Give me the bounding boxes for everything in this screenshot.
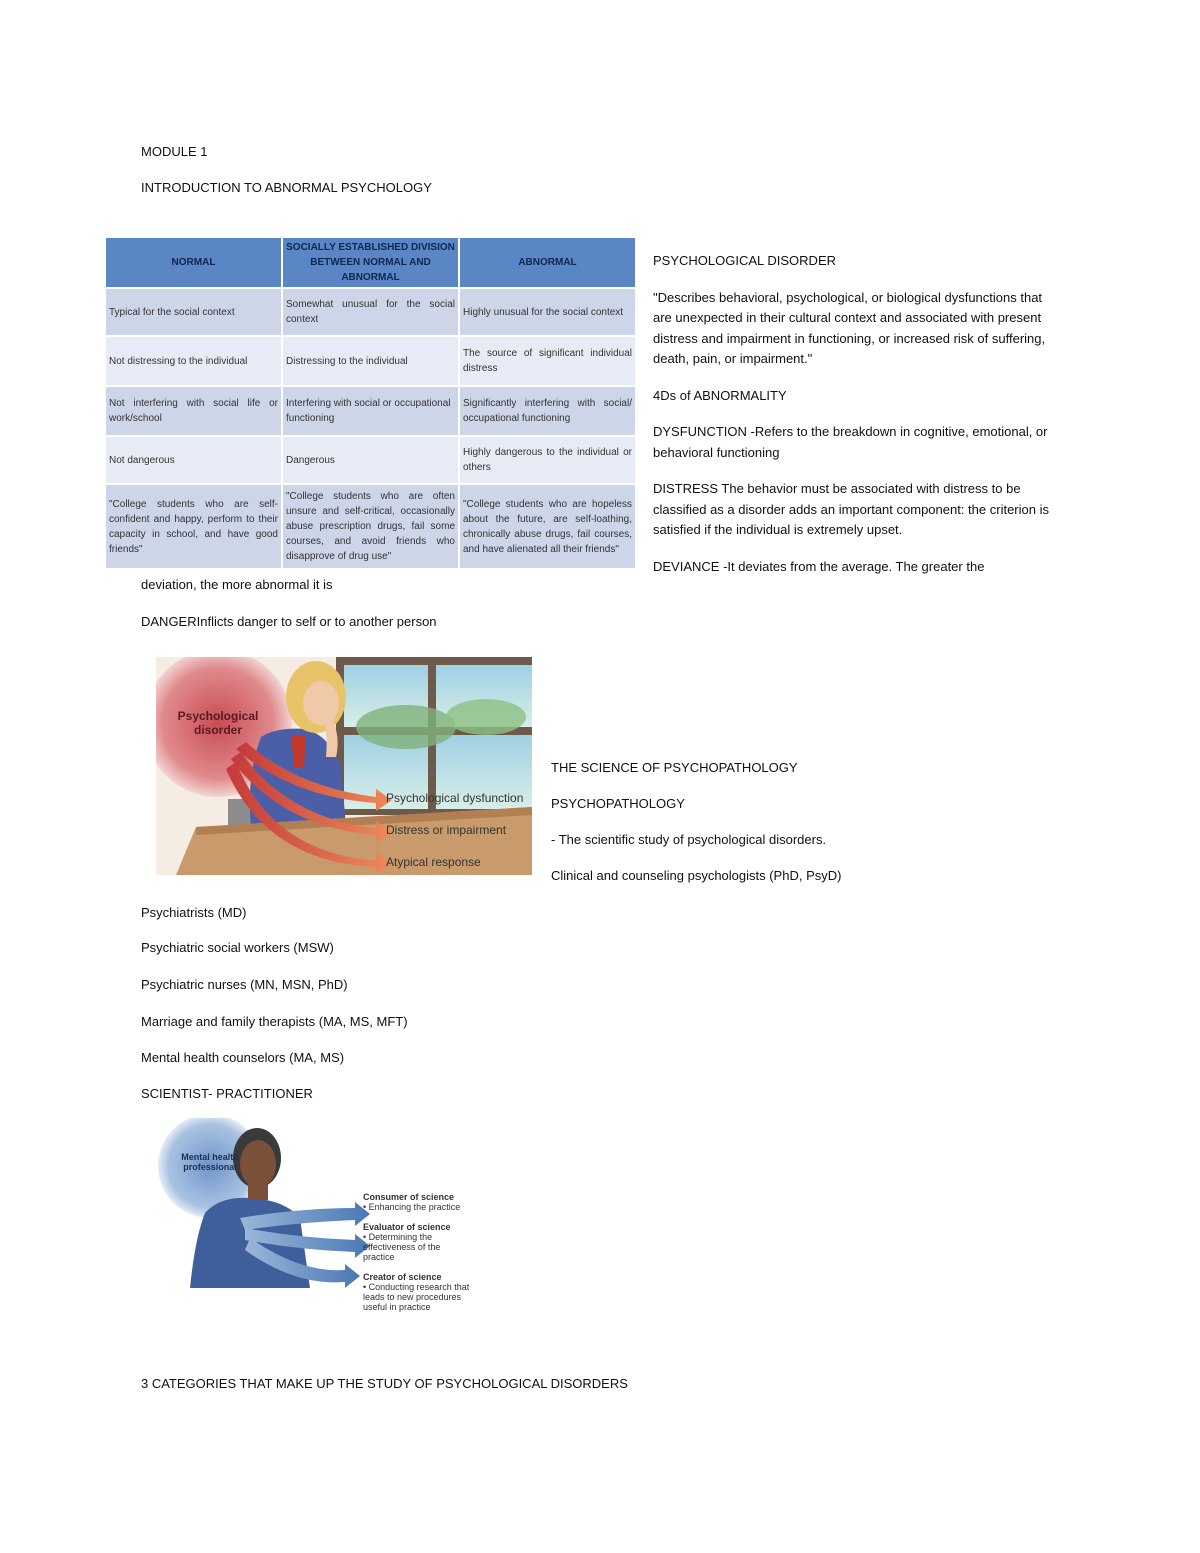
table-cell: Not distressing to the individual <box>106 336 282 386</box>
arrow-label: Atypical response <box>386 855 481 869</box>
table-cell: "College students who are often unsure and self-critical, occasionally abuse prescription drugs, fail some courses, and avoid friends who disapprove of drug use" <box>282 484 459 568</box>
section-heading: PSYCHOLOGICAL DISORDER <box>653 253 837 268</box>
scientist-practitioner-heading: SCIENTIST- PRACTITIONER <box>141 1086 313 1101</box>
role-detail: • Enhancing the practice <box>363 1202 461 1212</box>
term: DEVIANCE <box>653 558 720 574</box>
table-cell: Distressing to the individual <box>282 336 459 386</box>
table-row <box>106 386 636 436</box>
arrow-label: Psychological dysfunction <box>386 791 524 805</box>
table-header-row <box>106 238 636 288</box>
table-row <box>106 436 636 484</box>
term-text: Inflicts danger to self or to another person <box>196 614 437 629</box>
categories-heading: 3 CATEGORIES THAT MAKE UP THE STUDY OF PSYCHOLOGICAL DISORDERS <box>141 1376 628 1391</box>
table-cell: Interfering with social or occupational functioning <box>282 386 459 436</box>
table-cell: Highly unusual for the social context <box>459 288 636 336</box>
table-cell: Not dangerous <box>106 436 282 484</box>
normal-abnormal-table <box>106 238 637 568</box>
psych-disorder-section <box>653 251 1063 577</box>
role-title: Creator of science <box>363 1272 442 1282</box>
danger-paragraph <box>141 612 437 632</box>
psychological-disorder-figure <box>156 657 532 875</box>
table-cell: Not interfering with social life or work/school <box>106 386 282 436</box>
deviance-paragraph <box>653 557 1063 578</box>
psychopathology-term: PSYCHOPATHOLOGY <box>551 796 685 811</box>
table-cell: The source of significant individual distress <box>459 336 636 386</box>
term-text: -It deviates from the average. The greater the <box>719 558 985 574</box>
table-cell: Significantly interfering with social/ occupational functioning <box>459 386 636 436</box>
term-text: The behavior must be associated with distress to be classified as a disorder adds an important component: the criterion is satisfied if the individual is extremely upset. <box>653 481 1049 537</box>
disorder-definition: "Describes behavioral, psychological, or biological dysfunctions that are unexpected in their cultural context and associated with present distress and impairment in functioning, or increased risk of suffering, death, pain, or impairment." <box>653 289 1046 366</box>
page-title: INTRODUCTION TO ABNORMAL PSYCHOLOGY <box>141 180 432 195</box>
figure-circle-label: Mental health professional <box>181 1152 239 1172</box>
desk-scene-illustration <box>156 657 532 875</box>
role-item <box>363 1222 473 1262</box>
role-detail: • Conducting research that leads to new procedures useful in practice <box>363 1282 470 1312</box>
table-row <box>106 484 636 568</box>
figure-circle-label: Psychological disorder <box>177 709 259 737</box>
four-ds-heading: 4Ds of ABNORMALITY <box>653 387 787 403</box>
section-heading: THE SCIENCE OF PSYCHOPATHOLOGY <box>551 760 798 775</box>
table-row <box>106 288 636 336</box>
dysfunction-paragraph <box>653 422 1063 463</box>
role-item <box>363 1192 498 1212</box>
deviation-continued: deviation, the more abnormal it is <box>141 577 333 592</box>
table-cell: Typical for the social context <box>106 288 282 336</box>
arrow-label: Distress or impairment <box>386 823 507 837</box>
psychopathology-definition: - The scientific study of psychological disorders. <box>551 832 827 847</box>
table-cell: "College students who are self-confident and happy, perform to their capacity in school, and have good friends" <box>106 484 282 568</box>
term-text: -Refers to the breakdown in cognitive, emotional, or behavioral functioning <box>653 424 1048 460</box>
table-header: NORMAL <box>106 238 282 288</box>
term: DISTRESS <box>653 481 719 496</box>
table-header: ABNORMAL <box>459 238 636 288</box>
role-detail: • Determining the effectiveness of the practice <box>363 1232 441 1262</box>
table-cell: Dangerous <box>282 436 459 484</box>
table-row <box>106 336 636 386</box>
term: DANGER <box>141 614 197 629</box>
table-cell: Highly dangerous to the individual or others <box>459 436 636 484</box>
role-title: Evaluator of science <box>363 1222 451 1232</box>
table-cell: "College students who are hopeless about the future, are self-loathing, chronically abuse drugs, fail courses, and have alienated all their friends" <box>459 484 636 568</box>
scientist-practitioner-figure <box>150 1118 500 1328</box>
profession-item: Marriage and family therapists (MA, MS, MFT) <box>141 1014 408 1029</box>
profession-item: Psychiatrists (MD) <box>141 905 247 920</box>
profession-item: Mental health counselors (MA, MS) <box>141 1050 345 1065</box>
role-title: Consumer of science <box>363 1192 455 1202</box>
table-header: SOCIALLY ESTABLISHED DIVISION BETWEEN NORMAL AND ABNORMAL <box>282 238 459 288</box>
profession-item: Psychiatric social workers (MSW) <box>141 940 334 955</box>
profession-item: Clinical and counseling psychologists (PhD, PsyD) <box>551 868 842 883</box>
distress-paragraph <box>653 479 1063 541</box>
role-item <box>363 1272 483 1312</box>
profession-item: Psychiatric nurses (MN, MSN, PhD) <box>141 977 348 992</box>
module-label: MODULE 1 <box>141 144 208 159</box>
term: DYSFUNCTION <box>653 424 747 439</box>
table-cell: Somewhat unusual for the social context <box>282 288 459 336</box>
